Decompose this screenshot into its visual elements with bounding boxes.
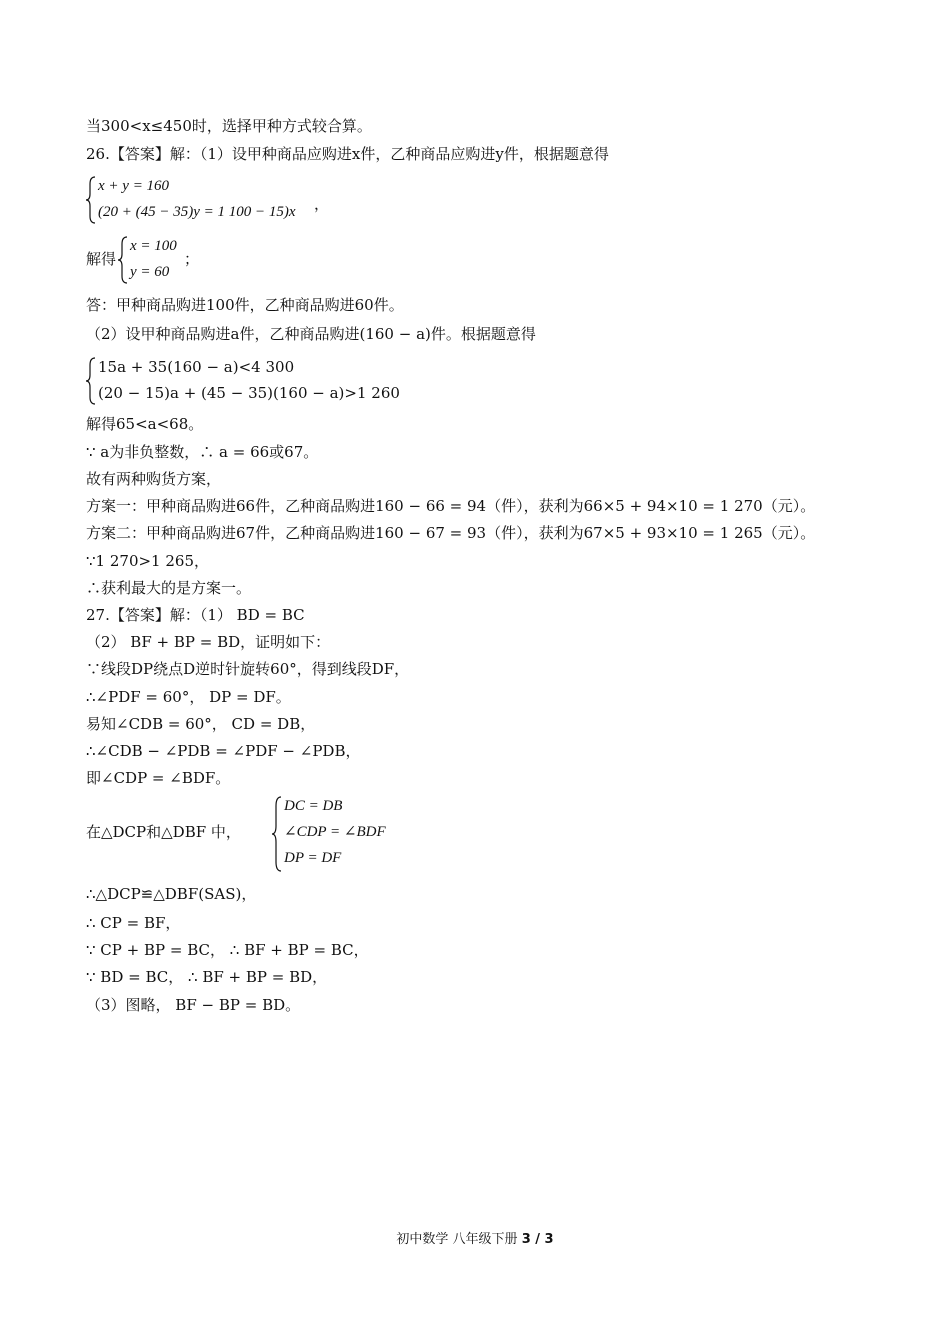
text-line: （2） BF + BP = BD，证明如下：	[86, 633, 331, 651]
page-footer	[0, 1228, 950, 1247]
text-line: （3）图略， BF − BP = BD。	[86, 996, 301, 1014]
text-line: 解得	[86, 250, 117, 268]
text-line: ∴获利最大的是方案一。	[86, 579, 252, 597]
equation: y = 60	[130, 264, 170, 280]
text-line: ∴△DCP≌△DBF(SAS)，	[86, 885, 257, 903]
text-line: ∵ CP + BP = BC， ∴ BF + BP = BC，	[86, 941, 369, 959]
text-line: 即∠CDP = ∠BDF。	[86, 769, 231, 787]
text-line: ∴∠PDF = 60°， DP = DF。	[86, 688, 291, 706]
text-line: ∵ BD = BC， ∴ BF + BP = BD，	[86, 968, 328, 986]
text-line: ∵线段DP绕点D逆时针旋转60°，得到线段DF，	[86, 660, 410, 678]
page-number: 3 / 3	[521, 1232, 554, 1247]
brace	[272, 796, 282, 872]
equation: DC = DB	[284, 798, 343, 814]
brace	[118, 236, 128, 284]
text-line: 方案一：甲种商品购进66件，乙种商品购进160 − 66 = 94（件），获利为66×5 + 94×10 = 1 270（元）。	[86, 497, 816, 515]
text-line: 解得65<a<68。	[86, 415, 204, 433]
inequality: (20 − 15)a + (45 − 35)(160 − a)>1 260	[98, 384, 400, 402]
equation: (20 + (45 − 35)y = 1 100 − 15)x	[98, 204, 296, 220]
text-line: 答：甲种商品购进100件，乙种商品购进60件。	[86, 296, 404, 314]
text-line: 在△DCP和△DBF 中，	[86, 823, 241, 841]
equation-system	[272, 796, 432, 874]
text-line: 故有两种购货方案，	[86, 470, 222, 488]
text-line: （2）设甲种商品购进a件，乙种商品购进(160 − a)件。根据题意得	[86, 325, 536, 343]
equation-system	[86, 176, 386, 226]
brace	[86, 176, 96, 224]
text-line: 26.【答案】解：（1）设甲种商品应购进x件，乙种商品应购进y件，根据题意得	[86, 145, 609, 163]
text-line: 易知∠CDB = 60°， CD = DB，	[86, 715, 316, 733]
equation-system	[86, 357, 406, 407]
text-line: 方案二：甲种商品购进67件，乙种商品购进160 − 67 = 93（件），获利为67×5 + 93×10 = 1 265（元）。	[86, 524, 816, 542]
text-line: ∵ a为非负整数，∴ a = 66或67。	[86, 443, 319, 461]
footer-label: 初中数学 八年级下册	[396, 1232, 518, 1247]
equation: x = 100	[130, 238, 177, 254]
inequality: 15a + 35(160 − a)<4 300	[98, 358, 295, 376]
equation-system	[118, 236, 238, 286]
equation: DP = DF	[284, 850, 342, 866]
text-line: ∴∠CDB − ∠PDB = ∠PDF − ∠PDB，	[86, 742, 361, 760]
punctuation: ，	[314, 195, 330, 213]
text-line: 当300<x≤450时，选择甲种方式较合算。	[86, 117, 372, 135]
text-line: 27.【答案】解：（1） BD = BC	[86, 606, 305, 624]
punctuation: ；	[184, 250, 200, 268]
equation: x + y = 160	[98, 178, 170, 194]
equation: ∠CDP = ∠BDF	[284, 824, 386, 840]
text-line: ∴ CP = BF，	[86, 914, 181, 932]
text-line: ∵1 270>1 265，	[86, 552, 209, 570]
brace	[86, 357, 96, 405]
